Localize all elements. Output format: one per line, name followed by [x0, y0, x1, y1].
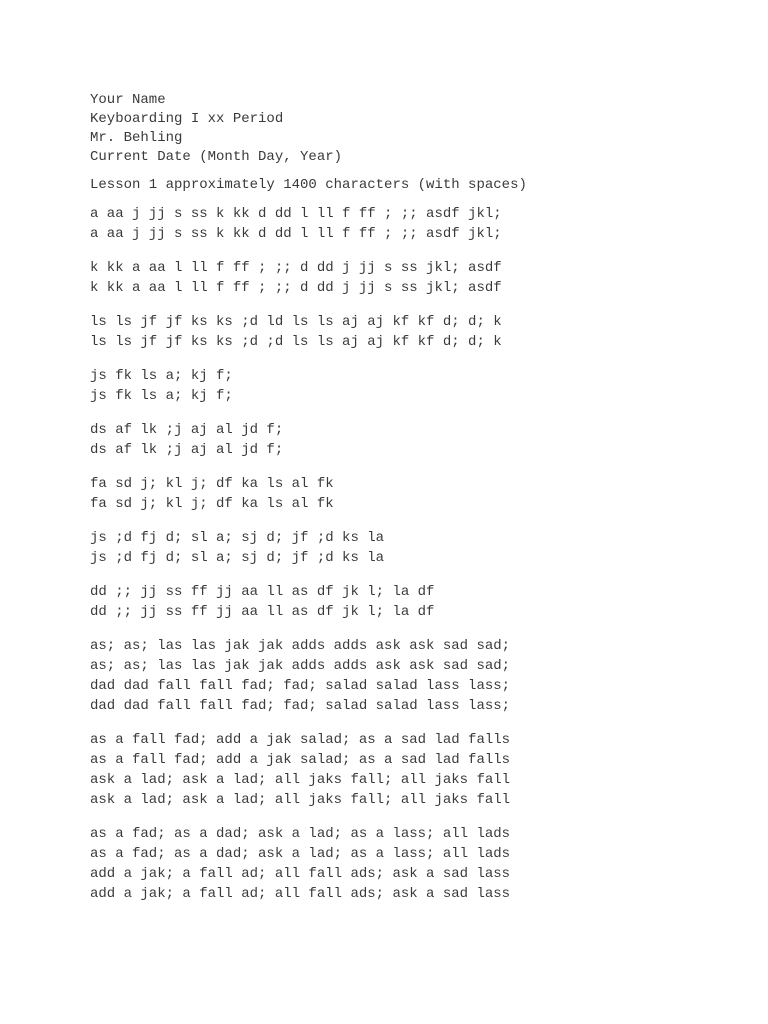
drill-block [90, 474, 750, 514]
drill-line: as a fall fad; add a jak salad; as a sad lad falls [90, 732, 511, 748]
drill-line: dad dad fall fall fad; fad; salad salad lass lass; [90, 678, 511, 694]
drill-line: add a jak; a fall ad; all fall ads; ask a sad lass [90, 866, 511, 882]
document-page [90, 91, 750, 918]
drill-line: dad dad fall fall fad; fad; salad salad lass lass; [90, 698, 511, 714]
drill-line: dd ;; jj ss ff jj aa ll as df jk l; la df [90, 584, 435, 600]
lesson-title: Lesson 1 approximately 1400 characters (with spaces) [90, 177, 527, 193]
drill-line: as a fad; as a dad; ask a lad; as a lass; all lads [90, 826, 511, 842]
drill-block [90, 366, 750, 406]
drill-line: a aa j jj s ss k kk d dd l ll f ff ; ;; asdf jkl; [90, 226, 502, 242]
drill-block [90, 528, 750, 568]
drill-line: as a fall fad; add a jak salad; as a sad lad falls [90, 752, 511, 768]
drill-block [90, 636, 750, 716]
drill-block [90, 204, 750, 244]
student-name: Your Name [90, 92, 166, 108]
drill-line: dd ;; jj ss ff jj aa ll as df jk l; la df [90, 604, 435, 620]
drill-line: fa sd j; kl j; df ka ls al fk [90, 476, 334, 492]
drill-line: as a fad; as a dad; ask a lad; as a lass; all lads [90, 846, 511, 862]
document-header [90, 91, 750, 167]
drill-block [90, 582, 750, 622]
drill-line: ds af lk ;j aj al jd f; [90, 422, 284, 438]
drill-line: ask a lad; ask a lad; all jaks fall; all jaks fall [90, 792, 511, 808]
teacher-name: Mr. Behling [90, 130, 183, 146]
drill-line: fa sd j; kl j; df ka ls al fk [90, 496, 334, 512]
drill-section [90, 204, 750, 904]
course-name: Keyboarding I xx Period [90, 111, 284, 127]
drill-line: as; as; las las jak jak adds adds ask ask sad sad; [90, 658, 511, 674]
drill-block [90, 730, 750, 810]
drill-block [90, 824, 750, 904]
drill-line: a aa j jj s ss k kk d dd l ll f ff ; ;; asdf jkl; [90, 206, 502, 222]
drill-block [90, 312, 750, 352]
drill-line: add a jak; a fall ad; all fall ads; ask a sad lass [90, 886, 511, 902]
drill-line: k kk a aa l ll f ff ; ;; d dd j jj s ss jkl; asdf [90, 280, 502, 296]
drill-line: ds af lk ;j aj al jd f; [90, 442, 284, 458]
drill-line: js fk ls a; kj f; [90, 368, 233, 384]
drill-line: as; as; las las jak jak adds adds ask ask sad sad; [90, 638, 511, 654]
drill-line: js ;d fj d; sl a; sj d; jf ;d ks la [90, 550, 385, 566]
drill-line: k kk a aa l ll f ff ; ;; d dd j jj s ss jkl; asdf [90, 260, 502, 276]
drill-line: ask a lad; ask a lad; all jaks fall; all jaks fall [90, 772, 511, 788]
drill-block [90, 420, 750, 460]
drill-line: js ;d fj d; sl a; sj d; jf ;d ks la [90, 530, 385, 546]
drill-line: js fk ls a; kj f; [90, 388, 233, 404]
drill-line: ls ls jf jf ks ks ;d ld ls ls aj aj kf kf d; d; k [90, 314, 502, 330]
current-date: Current Date (Month Day, Year) [90, 149, 343, 165]
drill-line: ls ls jf jf ks ks ;d ;d ls ls aj aj kf kf d; d; k [90, 334, 502, 350]
drill-block [90, 258, 750, 298]
